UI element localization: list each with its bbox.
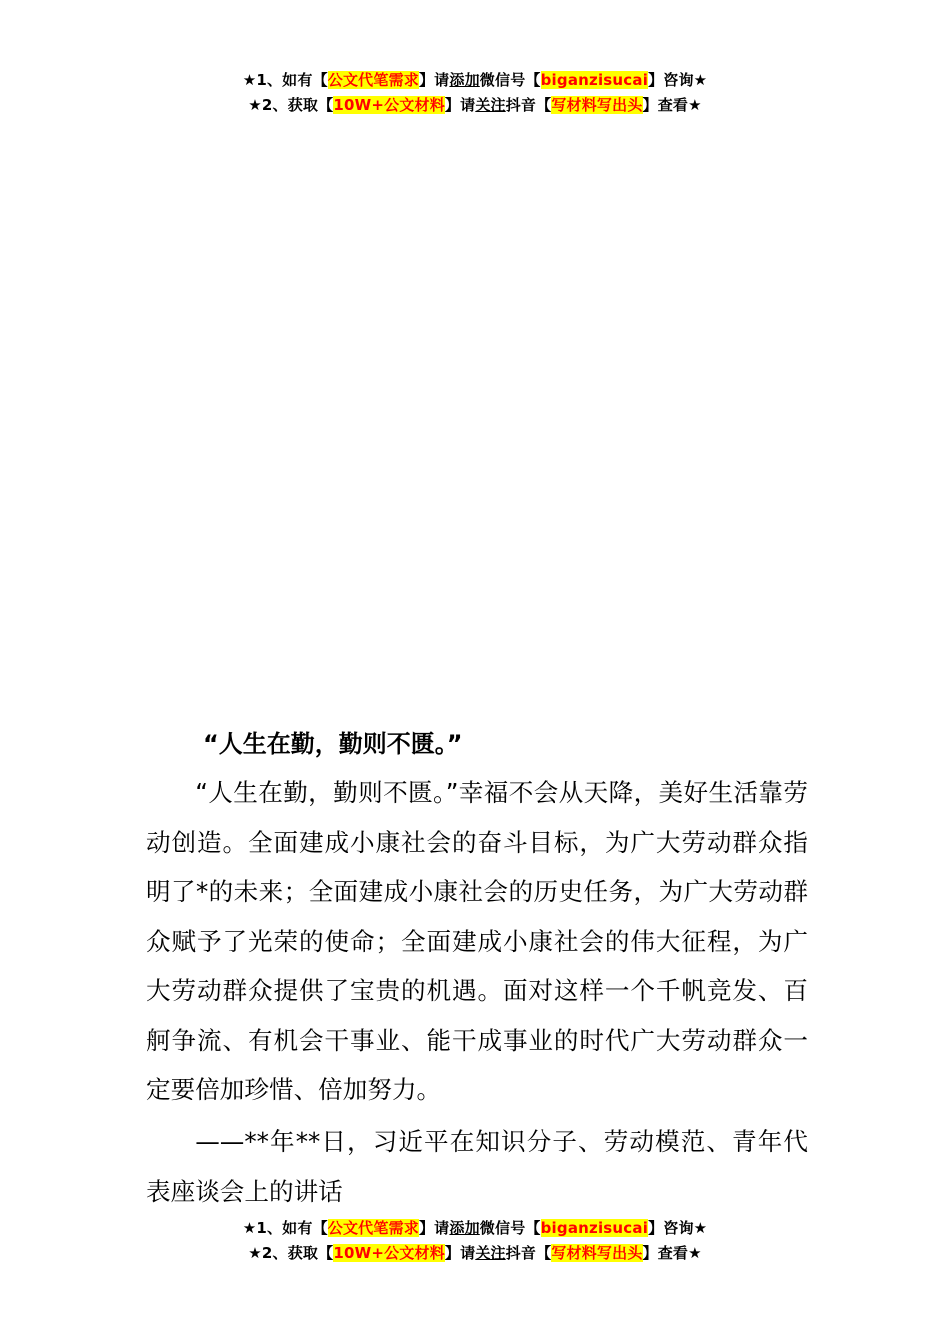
promo-banner-bottom (0, 1216, 950, 1266)
promo-text: ★2、获取【 (248, 96, 334, 114)
promo-text: 】查看★ (642, 96, 702, 114)
promo-highlight: 10W+公文材料 (333, 96, 445, 114)
promo-underline: 关注 (475, 96, 506, 114)
promo-text: 微信号【 (479, 1219, 541, 1237)
promo-underline: 关注 (475, 1244, 506, 1262)
promo-text: 】请 (444, 1244, 476, 1262)
promo-line-1 (0, 68, 950, 93)
promo-text: 】请 (418, 1219, 450, 1237)
promo-text: ★1、如有【 (242, 1219, 328, 1237)
promo-text: 抖音【 (505, 1244, 552, 1262)
promo-line-2 (0, 93, 950, 118)
promo-text: 】请 (418, 71, 450, 89)
promo-banner-top (0, 68, 950, 118)
promo-text: 抖音【 (505, 96, 552, 114)
promo-highlight: 公文代笔需求 (327, 71, 419, 89)
promo-text: 】查看★ (642, 1244, 702, 1262)
promo-text: 】请 (444, 96, 476, 114)
promo-douyin-id: 写材料写出头 (551, 1244, 643, 1262)
promo-line-1 (0, 1216, 950, 1241)
promo-highlight: 公文代笔需求 (327, 1219, 419, 1237)
promo-underline: 添加 (449, 71, 480, 89)
promo-text: 】咨询★ (648, 71, 708, 89)
promo-line-2 (0, 1241, 950, 1266)
document-heading: “人生在勤，勤则不匮。” (203, 730, 463, 758)
document-source: ——**年**日，习近平在知识分子、劳动模范、青年代表座谈会上的讲话 (146, 1127, 808, 1206)
document-paragraph: “人生在勤，勤则不匮。”幸福不会从天降，美好生活靠劳动创造。全面建成小康社会的奋斗目标，为广大劳动群众指明了*的未来；全面建成小康社会的历史任务，为广大劳动群众赋予了光荣的使命；全面建成小康社会的伟大征程，为广大劳动群众提供了宝贵的机遇。面对这样一个千帆竞发、百舸争流、有机会干事业、能干成事业的时代广大劳动群众一定要倍加珍惜、倍加努力。 (146, 778, 808, 1104)
promo-text: 微信号【 (479, 71, 541, 89)
promo-wechat-id: biganzisucai (540, 71, 649, 89)
promo-underline: 添加 (449, 1219, 480, 1237)
promo-douyin-id: 写材料写出头 (551, 96, 643, 114)
promo-text: ★2、获取【 (248, 1244, 334, 1262)
promo-text: ★1、如有【 (242, 71, 328, 89)
promo-wechat-id: biganzisucai (540, 1219, 649, 1237)
promo-text: 】咨询★ (648, 1219, 708, 1237)
promo-highlight: 10W+公文材料 (333, 1244, 445, 1262)
